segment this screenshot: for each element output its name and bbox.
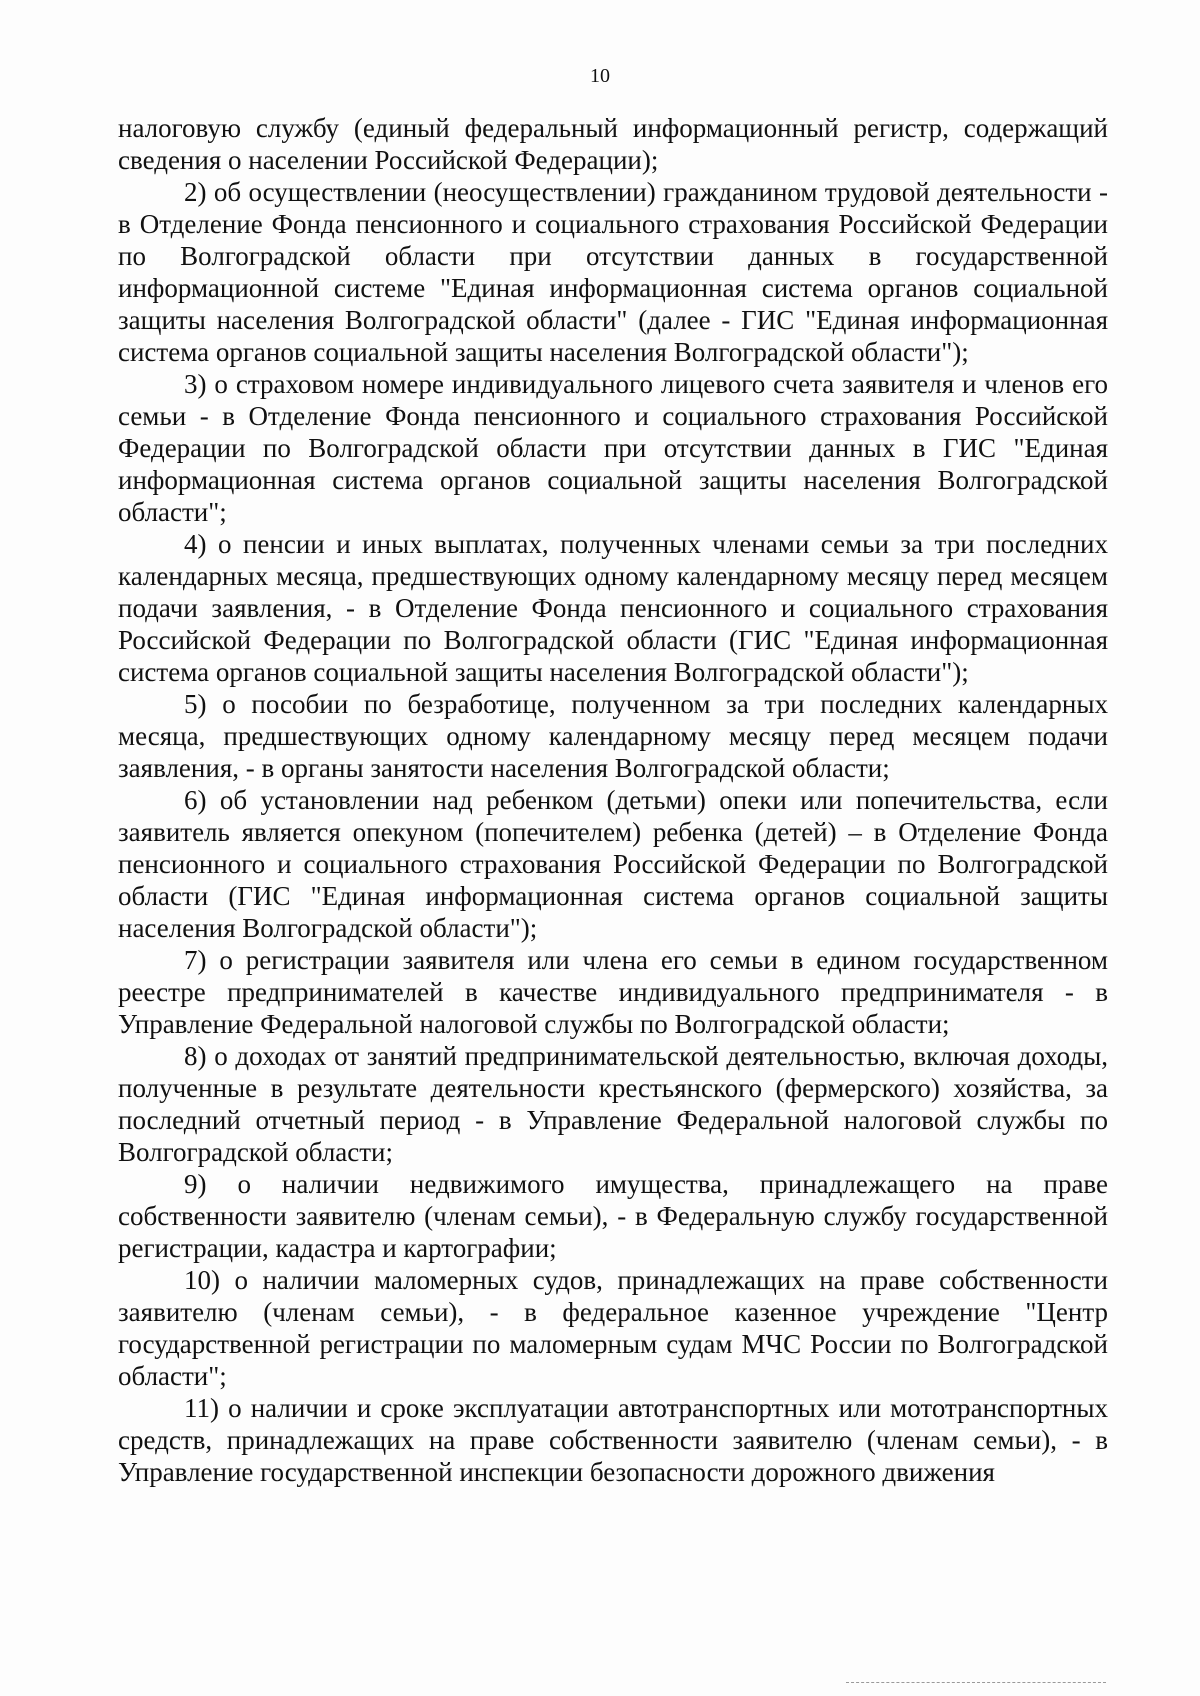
document-body: [118, 112, 1108, 1488]
paragraph-item-3: 3) о страховом номере индивидуального лицевого счета заявителя и членов его семьи - в Отделение Фонда пенсионного и социального страхования Российской Федерации по Волгоградской области при отсутствии данных в ГИС "Единая информационная система органов социальной защиты населения Волгоградской области";: [118, 369, 1108, 527]
paragraph-item-5: 5) о пособии по безработице, полученном за три последних календарных месяца, предшествующих одному календарному месяцу перед месяцем подачи заявления, - в органы занятости населения Волгоградской области;: [118, 689, 1108, 783]
page-number: 10: [590, 65, 610, 87]
paragraph-item-4: 4) о пенсии и иных выплатах, полученных членами семьи за три последних календарных месяца, предшествующих одному календарному месяцу перед месяцем подачи заявления, - в Отделение Фонда пенсионного и социального страхования Российской Федерации по Волгоградской области (ГИС "Единая информационная система органов социальной защиты населения Волгоградской области");: [118, 529, 1108, 687]
paragraph-item-9: 9) о наличии недвижимого имущества, принадлежащего на праве собственности заявителю (членам семьи), - в Федеральную службу государственной регистрации, кадастра и картографии;: [118, 1169, 1108, 1263]
paragraph-item-8: 8) о доходах от занятий предпринимательской деятельностью, включая доходы, полученные в результате деятельности крестьянского (фермерского) хозяйства, за последний отчетный период - в Управление Федеральной налоговой службы по Волгоградской области;: [118, 1041, 1108, 1167]
paragraph-item-6: 6) об установлении над ребенком (детьми) опеки или попечительства, если заявитель является опекуном (попечителем) ребенка (детей) – в Отделение Фонда пенсионного и социального страхования Российской Федерации по Волгоградской области (ГИС "Единая информационная система органов социальной защиты населения Волгоградской области");: [118, 785, 1108, 943]
paragraph-item-10: 10) о наличии маломерных судов, принадлежащих на праве собственности заявителю (членам семьи), - в федеральное казенное учреждение "Центр государственной регистрации по маломерным судам МЧС России по Волгоградской области";: [118, 1265, 1108, 1391]
paragraph-continuation: налоговую службу (единый федеральный информационный регистр, содержащий сведения о населении Российской Федерации);: [118, 113, 1108, 175]
paragraph-item-2: 2) об осуществлении (неосуществлении) гражданином трудовой деятельности - в Отделение Фонда пенсионного и социального страхования Российской Федерации по Волгоградской области при отсутствии данных в государственной информационной системе "Единая информационная система органов социальной защиты населения Волгоградской области" (далее - ГИС "Единая информационная система органов социальной защиты населения Волгоградской области");: [118, 177, 1108, 367]
paragraph-item-11: 11) о наличии и сроке эксплуатации автотранспортных или мототранспортных средств, принадлежащих на праве собственности заявителю (членам семьи), - в Управление государственной инспекции безопасности дорожного движения: [118, 1393, 1108, 1487]
paragraph-item-7: 7) о регистрации заявителя или члена его семьи в едином государственном реестре предпринимателей в качестве индивидуального предпринимателя - в Управление Федеральной налоговой службы по Волгоградской области;: [118, 945, 1108, 1039]
footer-divider: [846, 1682, 1106, 1683]
